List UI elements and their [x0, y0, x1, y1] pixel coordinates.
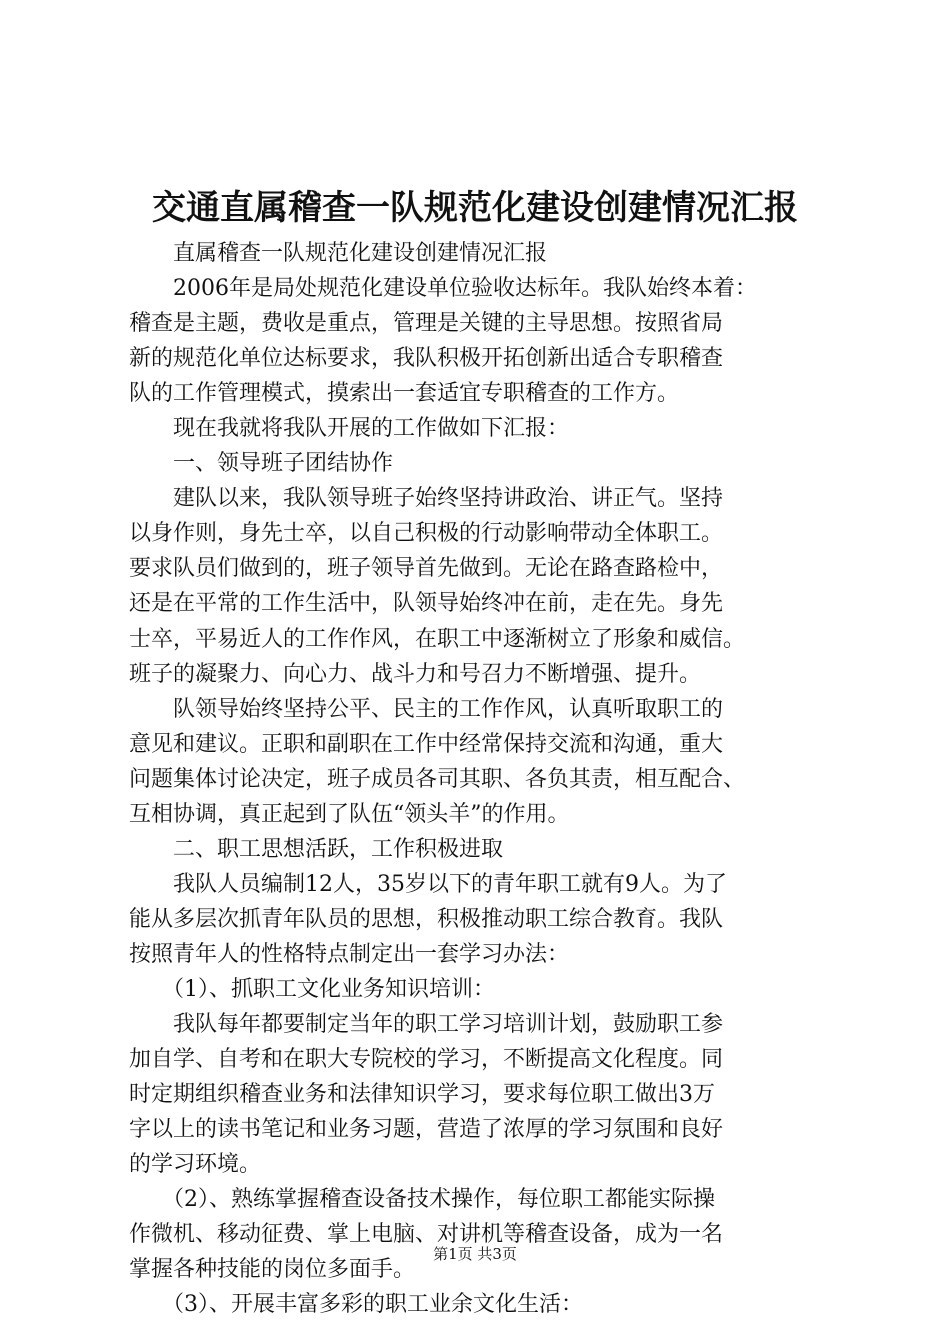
text-line: 互相协调，真正起到了队伍“领头羊”的作用。 [129, 801, 570, 827]
text-line: 队领导始终坚持公平、民主的工作作风，认真听取职工的 [129, 696, 724, 722]
text-line: （2）、熟练掌握稽查设备技术操作，每位职工都能实际操 [129, 1187, 715, 1213]
document-title: 交通直属稽查一队规范化建设创建情况汇报 [152, 188, 798, 228]
text-line: 队的工作管理模式，摸索出一套适宜专职稽查的工作方。 [129, 381, 680, 407]
text-line: 按照青年人的性格特点制定出一套学习办法： [129, 941, 570, 967]
text-line: 还是在平常的工作生活中，队领导始终冲在前，走在先。身先 [129, 591, 724, 617]
text-line: 我队每年都要制定当年的职工学习培训计划，鼓励职工参 [129, 1012, 724, 1038]
text-line: （3）、开展丰富多彩的职工业余文化生活： [129, 1292, 583, 1318]
text-line: 以身作则，身先士卒，以自己积极的行动影响带动全体职工。 [129, 521, 724, 547]
text-line: 一、领导班子团结协作 [129, 451, 394, 477]
text-line: 2006年是局处规范化建设单位验收达标年。我队始终本着： [129, 276, 757, 302]
page-footer: 第1页 共3页 [433, 1245, 517, 1263]
text-line: 问题集体讨论决定，班子成员各司其职、各负其责，相互配合、 [129, 766, 746, 792]
document-body [129, 236, 829, 1322]
text-line: 新的规范化单位达标要求，我队积极开拓创新出适合专职稽查 [129, 346, 724, 372]
text-line: 我队人员编制12人，35岁以下的青年职工就有9人。为了 [129, 871, 727, 897]
text-line: 能从多层次抓青年队员的思想，积极推动职工综合教育。我队 [129, 906, 724, 932]
text-line: 现在我就将我队开展的工作做如下汇报： [129, 416, 570, 442]
text-line: （1）、抓职工文化业务知识培训： [129, 976, 495, 1002]
text-line: 字以上的读书笔记和业务习题，营造了浓厚的学习氛围和良好 [129, 1117, 724, 1143]
text-line: 意见和建议。正职和副职在工作中经常保持交流和沟通，重大 [129, 731, 724, 757]
text-line: 掌握各种技能的岗位多面手。 [129, 1257, 416, 1283]
text-line: 要求队员们做到的，班子领导首先做到。无论在路查路检中， [129, 556, 724, 582]
text-line: 士卒，平易近人的工作作风，在职工中逐渐树立了形象和威信。 [129, 626, 746, 652]
text-line: 直属稽查一队规范化建设创建情况汇报 [129, 241, 548, 266]
text-line: 时定期组织稽查业务和法律知识学习，要求每位职工做出3万 [129, 1082, 715, 1108]
text-line: 作微机、移动征费、掌上电脑、对讲机等稽查设备，成为一名 [129, 1222, 724, 1248]
text-line: 加自学、自考和在职大专院校的学习，不断提高文化程度。同 [129, 1047, 724, 1073]
text-line: 的学习环境。 [129, 1152, 262, 1178]
text-line: 班子的凝聚力、向心力、战斗力和号召力不断增强、提升。 [129, 661, 702, 687]
text-line: 稽查是主题，费收是重点，管理是关键的主导思想。按照省局 [129, 311, 724, 337]
text-line: 二、职工思想活跃，工作积极进取 [129, 836, 504, 862]
text-line: 建队以来，我队领导班子始终坚持讲政治、讲正气。坚持 [129, 486, 724, 512]
